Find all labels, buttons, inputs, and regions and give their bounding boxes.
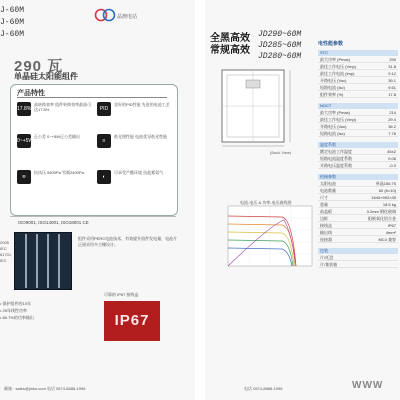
table-header: 机械参数 [318, 174, 398, 180]
curve-title: 电流-电压 & 功率-电压曲线图 [240, 200, 292, 205]
table-row [318, 149, 398, 155]
footer-contact: 电话 0574-8888-1996 [244, 386, 283, 391]
table-row [318, 117, 398, 123]
solar-cell-image [14, 232, 72, 290]
junction-box-label: 可靠的 IP67 接线盒 [104, 292, 139, 297]
row-value: 3.2mm 钢化玻璃 [366, 209, 396, 214]
feature-text: 良好的PID性能 先进的电池工艺 [114, 102, 170, 107]
divider [17, 97, 167, 98]
product-subtitle: 单晶硅太阳能组件 [14, 72, 78, 81]
row-key: 开路电压 (Voc) [320, 124, 347, 129]
row-key: 最佳工作电压 (Vmp) [320, 117, 356, 122]
row-key: 边框 [320, 216, 328, 221]
module-drawing [212, 66, 307, 148]
table-row [318, 110, 398, 116]
wind-load-icon: ≋ [17, 170, 31, 184]
table-row [318, 195, 398, 201]
row-value: 39.1 [388, 78, 396, 83]
iv-curve-graphic [222, 204, 317, 274]
busbar [25, 234, 27, 288]
row-value: IP67 [387, 223, 396, 228]
model-line-3: J-60M [0, 30, 25, 39]
ip67-badge: IP67 [104, 301, 160, 341]
row-key: 组件效率 (%) [320, 92, 344, 97]
busbar [58, 234, 60, 288]
table-row [318, 237, 398, 243]
table-row [318, 230, 398, 236]
cell-description: 组件采用PERC电池技术，有效提升组件发电量，电池片正面采用多主栅设计。 [78, 236, 178, 247]
tolerance-icon: 0~+5W [17, 134, 31, 148]
table-row [318, 71, 398, 77]
model-number-3: JD280~60M [258, 52, 302, 61]
row-value: 29.4 [388, 117, 396, 122]
pid-icon: PID [97, 102, 111, 116]
row-value: 290 [389, 57, 396, 62]
environment-icon: ◐ [97, 170, 111, 184]
model-number-2: JD285~60M [258, 41, 302, 50]
row-key: 连接器 [320, 237, 332, 242]
row-value: 7.76 [388, 131, 396, 136]
row-key: 最大功率 (Pmax) [320, 110, 350, 115]
certifications: ISO9001, ISO14001, ISO18001 CE [18, 220, 89, 225]
low-light-icon: ≡ [97, 134, 111, 148]
standards-line: 2005 [0, 240, 9, 245]
busbar [36, 234, 38, 288]
title-regular: 常规高效 [210, 45, 250, 56]
table-row [318, 262, 398, 268]
row-value: 60 (6×10) [378, 188, 396, 193]
row-key: 最大功率 (Pmax) [320, 57, 350, 62]
row-key: 尺寸 [320, 195, 328, 200]
table-row [318, 57, 398, 63]
row-key: 最佳工作电压 (Vmp) [320, 64, 356, 69]
table-row [318, 209, 398, 215]
watermark: WWW [352, 380, 384, 391]
feature-text: 可承受严酷环境 抗盐雾氨气 [114, 170, 164, 175]
features-title: 产品特性 [17, 90, 45, 97]
row-value: 36.2 [388, 124, 396, 129]
table-row [318, 131, 398, 137]
params-title: 电性能参数 [318, 41, 344, 47]
row-value: 0.06 [388, 156, 396, 161]
table-row [318, 202, 398, 208]
feature-text: 正公差 0~+5W正公差输出 [34, 134, 81, 139]
feature-text: 抗风压 5400Pa 雪载2400Pa [34, 170, 84, 175]
table-row [318, 188, 398, 194]
row-key: 短路电流 (Isc) [320, 131, 345, 136]
row-key: 接线盒 [320, 223, 332, 228]
logo-text: 晶澳电站 [117, 14, 138, 20]
row-key: 太阳电池 [320, 181, 336, 186]
table-row [318, 64, 398, 70]
table-row [318, 156, 398, 162]
table-header: NOCT [318, 103, 398, 109]
efficiency-icon: 17.8% [17, 102, 31, 116]
divider [10, 216, 176, 217]
busbar [47, 234, 49, 288]
model-line-1: J-60M [0, 6, 25, 15]
row-value: 单晶156.75 [375, 181, 396, 186]
table-row [318, 216, 398, 222]
row-value: 1640×992×35 [371, 195, 396, 200]
row-key: 开路电压温度系数 [320, 163, 352, 168]
row-key: 短路电流温度系数 [320, 156, 352, 161]
company-logo-icon [94, 8, 116, 22]
row-value: 31.8 [388, 64, 396, 69]
row-value: 9.12 [388, 71, 396, 76]
table-row [318, 163, 398, 169]
row-key: 电池数量 [320, 188, 336, 193]
row-key: 片/托盘 [320, 255, 334, 260]
row-value: 9.61 [388, 85, 396, 90]
model-line-2: J-60M [0, 18, 25, 27]
warranty-list [0, 300, 92, 321]
row-key: 开路电压 (Voc) [320, 78, 347, 83]
model-number-1: JD290~60M [258, 30, 302, 39]
title-all-black: 全黑高效 [210, 33, 250, 44]
row-value: 45±2 [387, 149, 396, 154]
row-key: 额定电池工作温度 [320, 149, 352, 154]
features-panel [10, 84, 178, 216]
table-row [318, 78, 398, 84]
table-row [318, 255, 398, 261]
standards-text [0, 240, 14, 264]
feature-text: 高转换效率 组件转换效率最高可达17.8% [34, 102, 92, 112]
list-item: • 保护组件的10年 [0, 301, 31, 306]
row-value: 18.5 kg [382, 202, 396, 207]
row-value: 阳极氧化铝合金 [368, 216, 396, 221]
table-row [318, 124, 398, 130]
row-value: 214 [389, 110, 396, 115]
row-key: 最佳工作电流 (Imp) [320, 71, 355, 76]
table-row [318, 181, 398, 187]
list-item: • 80.7%的功率输出 [0, 315, 34, 320]
footer-contact: 邮箱 · sales@jinko.com 电话 0574-8888-1996 [4, 386, 86, 391]
row-value: 4mm² [385, 230, 396, 235]
power-rating: 290 瓦 [14, 58, 64, 75]
table-row [318, 223, 398, 229]
table-header: STC [318, 50, 398, 56]
row-key: 输出线 [320, 230, 332, 235]
row-key: 前盖板 [320, 209, 332, 214]
row-value: 17.8 [388, 92, 396, 97]
row-value: -0.3 [389, 163, 396, 168]
row-key: 片/集装箱 [320, 262, 338, 267]
row-value: MC4 兼容 [378, 237, 396, 242]
table-row [318, 92, 398, 98]
table-header: 温度系数 [318, 142, 398, 148]
table-row [318, 85, 398, 91]
drawing-label: (Back View) [270, 150, 292, 155]
table-header: 包装 [318, 248, 398, 254]
row-key: 短路电流 (Isc) [320, 85, 345, 90]
feature-text: 低光照性能 电池优异低光性能 [114, 134, 168, 139]
list-item: • 25年线性功率 [0, 308, 27, 313]
row-key: 重量 [320, 202, 328, 207]
standards-line: IEC 61701, IEC [0, 246, 13, 263]
